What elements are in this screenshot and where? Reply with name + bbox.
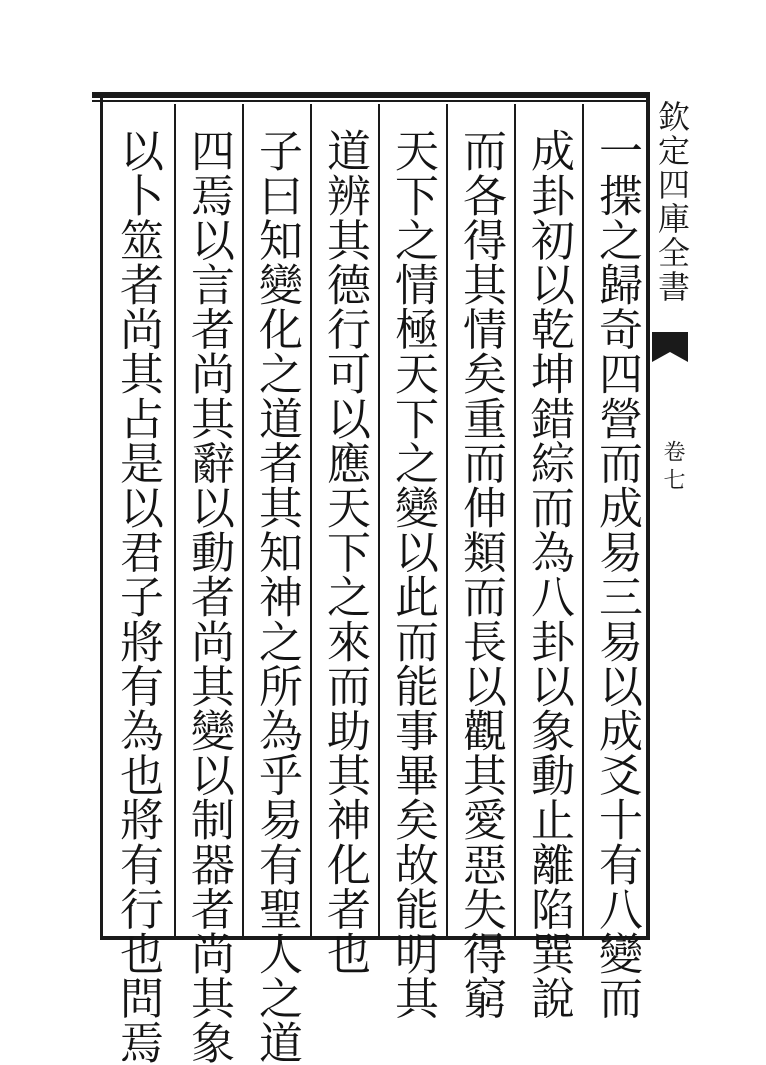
- text-column-5: [313, 128, 375, 976]
- text-column-7: [177, 128, 239, 1065]
- column-text: 子曰知變化之道者其知神之所為乎易有聖人之道: [251, 128, 302, 1065]
- column-divider: [174, 104, 176, 936]
- frame-left-border: [100, 96, 103, 938]
- column-text: 一揲之歸奇四營而成易三易以成爻十有八變而: [591, 128, 642, 1020]
- column-divider: [514, 104, 516, 936]
- column-text: 以卜筮者尚其占是以君子將有為也將有行也問焉: [112, 128, 163, 1065]
- text-column-2: [517, 128, 579, 1020]
- text-column-3: [449, 128, 511, 1020]
- fish-tail-ornament-icon: [652, 332, 688, 362]
- text-column-1: [585, 128, 647, 1020]
- column-divider: [242, 104, 244, 936]
- column-text: 道辨其德行可以應天下之來而助其神化者也: [319, 128, 370, 976]
- margin-volume-label: 卷七: [660, 440, 685, 496]
- margin-book-title: 欽定四庫全書: [653, 100, 691, 304]
- column-divider: [310, 104, 312, 936]
- column-text: 成卦初以乾坤錯綜而為八卦以象動止離陷巽說: [523, 128, 574, 1020]
- text-column-8: [106, 128, 168, 1065]
- column-text: 而各得其情矣重而伸類而長以觀其愛惡失得窮: [455, 128, 506, 1020]
- text-column-4: [381, 128, 443, 1020]
- column-divider: [582, 104, 584, 936]
- column-text: 天下之情極天下之變以此而能事畢矣故能明其: [387, 128, 438, 1020]
- column-text: 四焉以言者尚其辭以動者尚其變以制器者尚其象: [183, 128, 234, 1065]
- frame-top-border: [92, 92, 648, 98]
- frame-top-inner-border: [92, 100, 648, 102]
- column-divider: [446, 104, 448, 936]
- text-column-6: [245, 128, 307, 1065]
- column-divider: [378, 104, 380, 936]
